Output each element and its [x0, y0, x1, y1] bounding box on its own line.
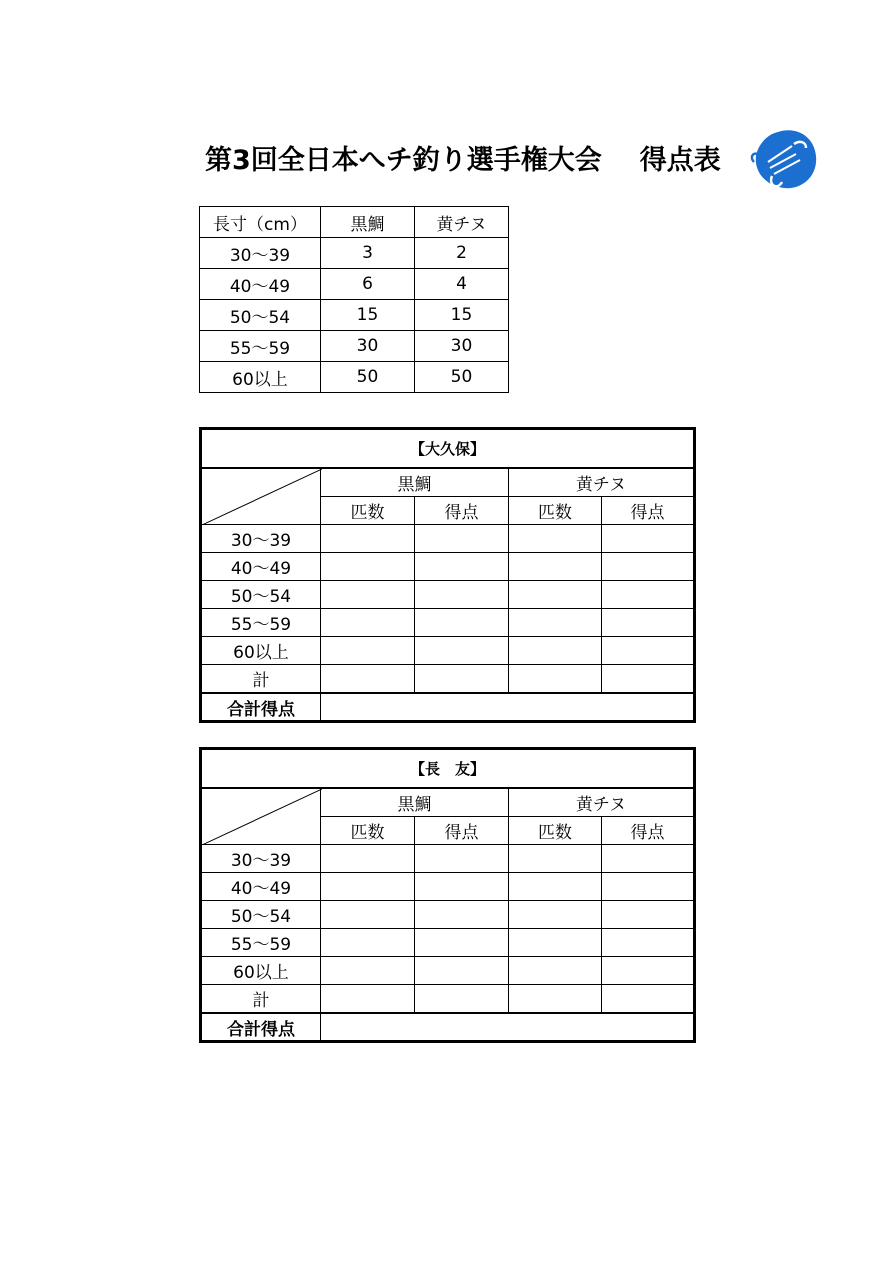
subheader-count: 匹数: [509, 497, 602, 525]
input-cell[interactable]: [509, 609, 602, 637]
points-header-row: [200, 207, 509, 238]
subheader-score: 得点: [415, 497, 509, 525]
score-sheet-nagatomo: [199, 747, 696, 1043]
input-cell[interactable]: [509, 637, 602, 665]
input-cell[interactable]: [509, 929, 602, 957]
score-sheet-okubo: [199, 427, 696, 723]
input-cell[interactable]: [602, 901, 695, 929]
table-row: [200, 269, 509, 300]
subheader-count: 匹数: [321, 817, 415, 845]
species-row: [201, 788, 695, 817]
title-sub: 得点表: [639, 145, 721, 176]
table-row: [201, 901, 695, 929]
diagonal-cell: [201, 468, 321, 525]
subtotal-row: [201, 665, 695, 694]
input-cell[interactable]: [321, 929, 415, 957]
input-cell[interactable]: [509, 525, 602, 553]
kichinu-points: 15: [415, 300, 509, 331]
row-label: 40～49: [201, 873, 321, 901]
length-cell: 55～59: [200, 331, 321, 362]
table-row: [201, 525, 695, 553]
table-row: [201, 957, 695, 985]
row-label: 50～54: [201, 581, 321, 609]
row-label: 55～59: [201, 929, 321, 957]
input-cell[interactable]: [415, 525, 509, 553]
input-cell[interactable]: [321, 665, 415, 694]
total-row: [201, 1013, 695, 1042]
input-cell[interactable]: [509, 845, 602, 873]
subheader-count: 匹数: [509, 817, 602, 845]
input-cell[interactable]: [602, 985, 695, 1014]
species-kichinu: 黄チヌ: [509, 788, 695, 817]
table-row: [201, 929, 695, 957]
row-label: 60以上: [201, 637, 321, 665]
length-cell: 50～54: [200, 300, 321, 331]
total-label: 合計得点: [201, 693, 321, 722]
input-cell[interactable]: [602, 845, 695, 873]
table-row: [200, 362, 509, 393]
input-cell[interactable]: [321, 901, 415, 929]
input-cell[interactable]: [415, 845, 509, 873]
diagonal-line: [202, 469, 322, 525]
input-cell[interactable]: [415, 637, 509, 665]
diagonal-cell: [201, 788, 321, 845]
input-cell[interactable]: [321, 957, 415, 985]
table-row: [200, 331, 509, 362]
species-kichinu: 黄チヌ: [509, 468, 695, 497]
input-cell[interactable]: [509, 957, 602, 985]
total-score-cell[interactable]: [321, 693, 695, 722]
row-label: 60以上: [201, 957, 321, 985]
input-cell[interactable]: [321, 581, 415, 609]
input-cell[interactable]: [415, 581, 509, 609]
table-row: [200, 300, 509, 331]
kurodai-points: 3: [321, 238, 415, 269]
subheader-score: 得点: [602, 497, 695, 525]
total-label: 合計得点: [201, 1013, 321, 1042]
input-cell[interactable]: [602, 637, 695, 665]
kurodai-points: 30: [321, 331, 415, 362]
subtotal-row: [201, 985, 695, 1014]
input-cell[interactable]: [509, 553, 602, 581]
length-cell: 30～39: [200, 238, 321, 269]
input-cell[interactable]: [321, 873, 415, 901]
input-cell[interactable]: [602, 957, 695, 985]
input-cell[interactable]: [321, 609, 415, 637]
sheet-title: 【長 友】: [201, 749, 695, 789]
row-label: 55～59: [201, 609, 321, 637]
row-label: 30～39: [201, 525, 321, 553]
input-cell[interactable]: [415, 985, 509, 1014]
input-cell[interactable]: [602, 609, 695, 637]
input-cell[interactable]: [415, 901, 509, 929]
input-cell[interactable]: [415, 957, 509, 985]
table-row: [201, 609, 695, 637]
kichinu-points: 50: [415, 362, 509, 393]
input-cell[interactable]: [415, 873, 509, 901]
kichinu-points: 30: [415, 331, 509, 362]
input-cell[interactable]: [602, 553, 695, 581]
input-cell[interactable]: [602, 929, 695, 957]
table-row: [201, 581, 695, 609]
row-label: 50～54: [201, 901, 321, 929]
input-cell[interactable]: [509, 873, 602, 901]
subheader-score: 得点: [602, 817, 695, 845]
input-cell[interactable]: [602, 873, 695, 901]
input-cell[interactable]: [602, 525, 695, 553]
input-cell[interactable]: [321, 985, 415, 1014]
title-main: 第3回全日本へチ釣り選手権大会: [205, 145, 602, 176]
header-kichinu: 黄チヌ: [415, 207, 509, 238]
page-title: [205, 138, 721, 177]
sheet-title: 【大久保】: [201, 429, 695, 469]
diagonal-line: [202, 789, 322, 845]
sheet-header-row: [201, 429, 695, 469]
input-cell[interactable]: [602, 581, 695, 609]
length-cell: 40～49: [200, 269, 321, 300]
row-label: 40～49: [201, 553, 321, 581]
row-label: 計: [201, 665, 321, 694]
subheader-score: 得点: [415, 817, 509, 845]
species-kurodai: 黒鯛: [321, 468, 509, 497]
kurodai-points: 15: [321, 300, 415, 331]
input-cell[interactable]: [509, 901, 602, 929]
length-cell: 60以上: [200, 362, 321, 393]
sheet-header-row: [201, 749, 695, 789]
input-cell[interactable]: [321, 637, 415, 665]
table-row: [201, 873, 695, 901]
kichinu-points: 4: [415, 269, 509, 300]
subheader-count: 匹数: [321, 497, 415, 525]
points-table: [199, 206, 509, 393]
total-row: [201, 693, 695, 722]
input-cell[interactable]: [321, 845, 415, 873]
total-score-cell[interactable]: [321, 1013, 695, 1042]
kurodai-points: 50: [321, 362, 415, 393]
input-cell[interactable]: [602, 665, 695, 694]
row-label: 計: [201, 985, 321, 1014]
table-row: [201, 845, 695, 873]
header-kurodai: 黒鯛: [321, 207, 415, 238]
fish-hook-icon: [748, 124, 820, 196]
input-cell[interactable]: [415, 553, 509, 581]
kurodai-points: 6: [321, 269, 415, 300]
row-label: 30～39: [201, 845, 321, 873]
input-cell[interactable]: [509, 581, 602, 609]
species-row: [201, 468, 695, 497]
table-row: [201, 553, 695, 581]
input-cell[interactable]: [321, 525, 415, 553]
input-cell[interactable]: [415, 929, 509, 957]
table-row: [201, 637, 695, 665]
input-cell[interactable]: [321, 553, 415, 581]
input-cell[interactable]: [509, 985, 602, 1014]
table-row: [200, 238, 509, 269]
input-cell[interactable]: [415, 665, 509, 694]
input-cell[interactable]: [415, 609, 509, 637]
input-cell[interactable]: [509, 665, 602, 694]
header-length: 長寸（cm）: [200, 207, 321, 238]
kichinu-points: 2: [415, 238, 509, 269]
species-kurodai: 黒鯛: [321, 788, 509, 817]
